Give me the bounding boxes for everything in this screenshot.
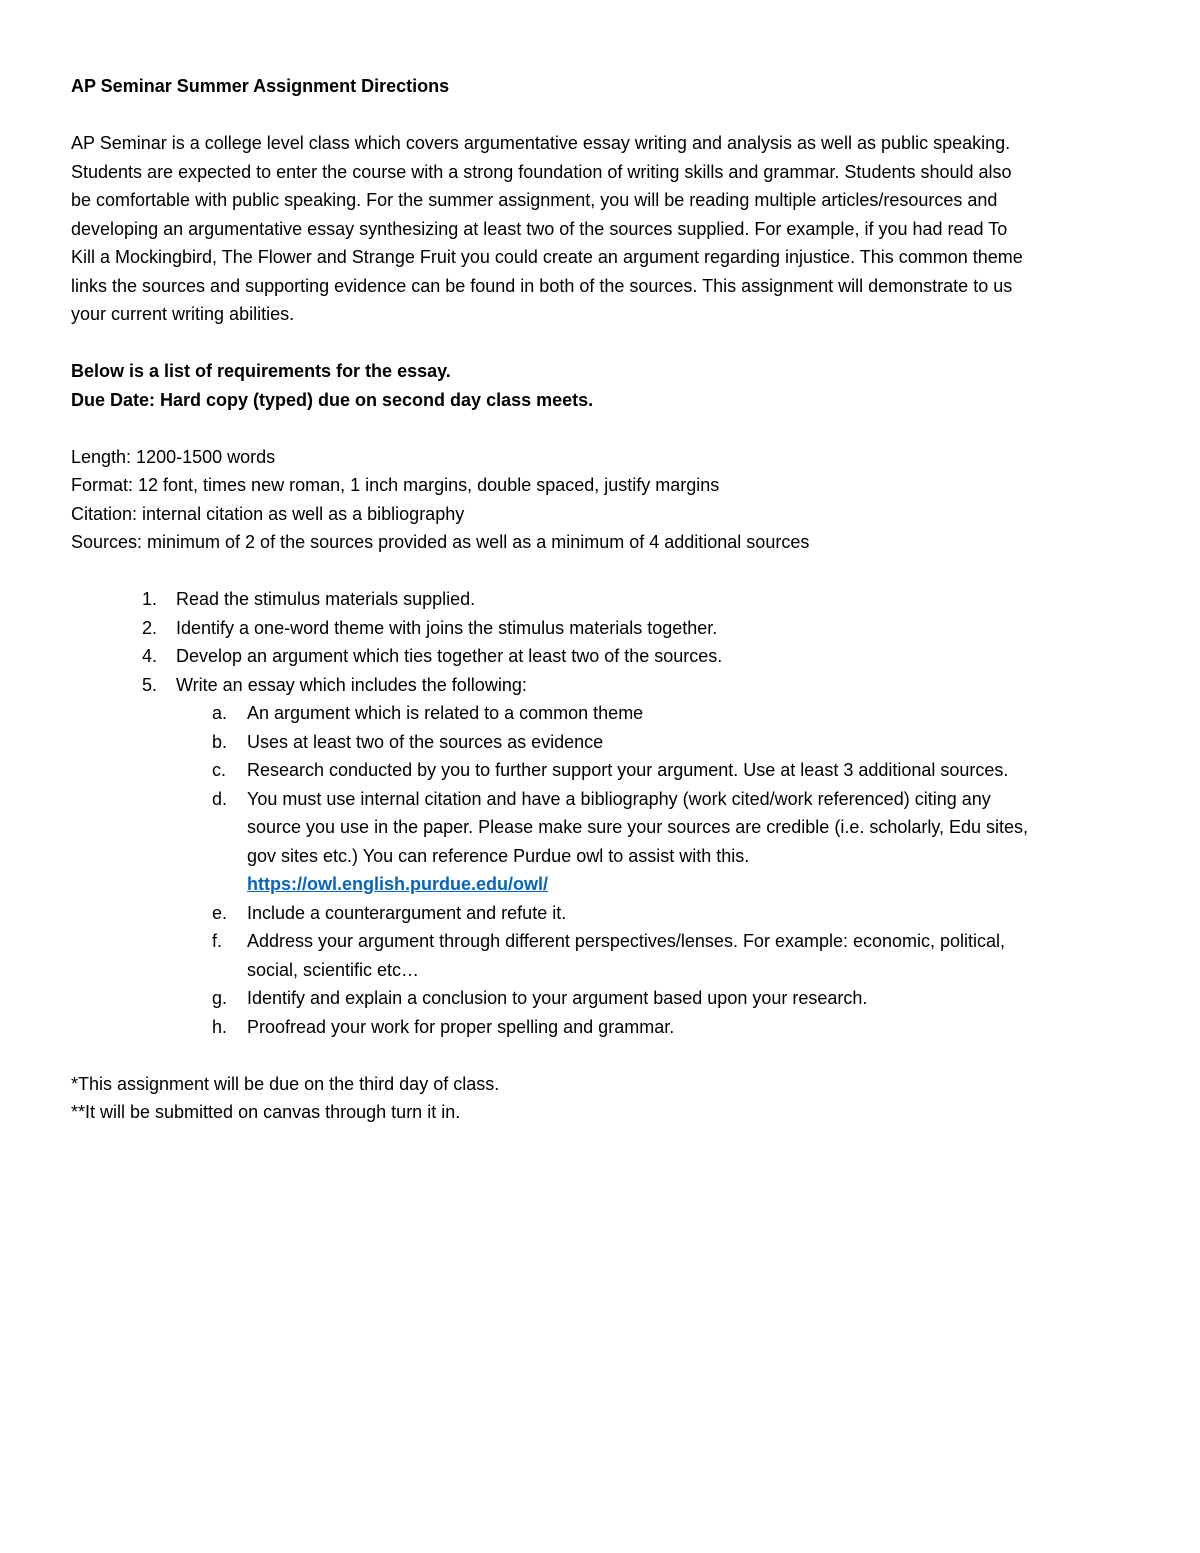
list-marker: 1. <box>142 589 158 609</box>
spacer <box>71 1041 1131 1070</box>
purdue-owl-link[interactable]: https://owl.english.purdue.edu/owl/ <box>247 874 548 894</box>
intro-line: Students are expected to enter the course with a strong foundation of writing skills and grammar. Students should also <box>71 161 1012 182</box>
footnote-submission: **It will be submitted on canvas through turn it in. <box>71 1102 461 1122</box>
intro-paragraph <box>71 129 1131 329</box>
spec-length: Length: 1200-1500 words <box>71 446 276 467</box>
sub-list <box>71 699 1131 1041</box>
list-item-text: Read the stimulus materials supplied. <box>176 589 476 609</box>
numbered-steps <box>71 585 1131 1041</box>
list-marker: 4. <box>142 646 158 666</box>
list-item-text: Develop an argument which ties together at least two of the sources. <box>176 646 723 666</box>
sub-list-marker: d. <box>212 788 228 809</box>
sub-list-item-text: You must use internal citation and have a bibliography (work cited/work referenced) citing any <box>247 788 991 809</box>
spec-sources: Sources: minimum of 2 of the sources provided as well as a minimum of 4 additional sources <box>71 532 810 552</box>
intro-line: be comfortable with public speaking. For the summer assignment, you will be reading multiple articles/resources and <box>71 190 998 210</box>
list-item-text: Identify a one-word theme with joins the stimulus materials together. <box>176 617 718 638</box>
sub-list-marker: c. <box>212 760 227 780</box>
sub-list-item-continuation: gov sites etc.) You can reference Purdue owl to assist with this. <box>247 845 750 866</box>
spacer <box>71 557 1131 586</box>
list-item <box>71 614 1131 643</box>
list-marker: 2. <box>142 617 158 638</box>
list-item <box>71 671 1131 700</box>
sub-list-item-continuation: social, scientific etc… <box>247 959 420 980</box>
sub-list-item <box>71 728 1131 757</box>
spacer <box>71 414 1131 443</box>
spec-citation: Citation: internal citation as well as a bibliography <box>71 503 465 524</box>
sub-list-marker: e. <box>212 902 228 923</box>
sub-list-marker: g. <box>212 988 228 1008</box>
sub-list-item <box>71 899 1131 928</box>
sub-list-item <box>71 927 1131 956</box>
spec-format: Format: 12 font, times new roman, 1 inch margins, double spaced, justify margins <box>71 475 720 495</box>
sub-list-item <box>71 756 1131 785</box>
requirements-heading: Below is a list of requirements for the essay. <box>71 361 451 381</box>
sub-list-item-text: Include a counterargument and refute it. <box>247 902 567 923</box>
sub-list-item-text: Research conducted by you to further support your argument. Use at least 3 additional sources. <box>247 760 1009 780</box>
purdue-owl-link-line <box>71 870 1131 899</box>
sub-list-item-text: An argument which is related to a common theme <box>247 703 644 723</box>
intro-line: Kill a Mockingbird, The Flower and Strange Fruit you could create an argument regarding injustice. This common theme <box>71 247 1023 267</box>
list-item <box>71 585 1131 614</box>
intro-line: AP Seminar is a college level class which covers argumentative essay writing and analysis as well as public speaking. <box>71 133 1011 153</box>
list-item <box>71 642 1131 671</box>
footnote-due: *This assignment will be due on the third day of class. <box>71 1073 500 1094</box>
intro-line: links the sources and supporting evidence can be found in both of the sources. This assignment will demonstrate to us <box>71 275 1013 296</box>
sub-list-item-continuation: source you use in the paper. Please make sure your sources are credible (i.e. scholarly, Edu sites, <box>247 817 1029 837</box>
due-date: Due Date: Hard copy (typed) due on second day class meets. <box>71 389 594 410</box>
list-marker: 5. <box>142 674 158 695</box>
sub-list-item-text: Uses at least two of the sources as evidence <box>247 731 604 752</box>
sub-list-marker: b. <box>212 731 228 752</box>
spacer <box>71 329 1131 358</box>
list-item-text: Write an essay which includes the following: <box>176 674 527 695</box>
spacer <box>71 101 1131 130</box>
sub-list-marker: f. <box>212 931 223 951</box>
spec-list <box>71 443 1131 557</box>
sub-list-marker: a. <box>212 703 228 723</box>
document-title: AP Seminar Summer Assignment Directions <box>71 76 450 96</box>
intro-line: developing an argumentative essay synthesizing at least two of the sources supplied. For example, if you had read To <box>71 218 1008 239</box>
footnotes <box>71 1070 1131 1127</box>
sub-list-item <box>71 984 1131 1013</box>
document-page <box>71 72 1131 1127</box>
sub-list-item <box>71 699 1131 728</box>
sub-list-item <box>71 785 1131 814</box>
sub-list-item <box>71 1013 1131 1042</box>
sub-list-item-text: Identify and explain a conclusion to your argument based upon your research. <box>247 988 868 1008</box>
intro-line: your current writing abilities. <box>71 304 295 324</box>
sub-list-item-text: Proofread your work for proper spelling and grammar. <box>247 1016 675 1037</box>
sub-list-item-text: Address your argument through different perspectives/lenses. For example: economic, political, <box>247 931 1006 951</box>
sub-list-marker: h. <box>212 1016 228 1037</box>
